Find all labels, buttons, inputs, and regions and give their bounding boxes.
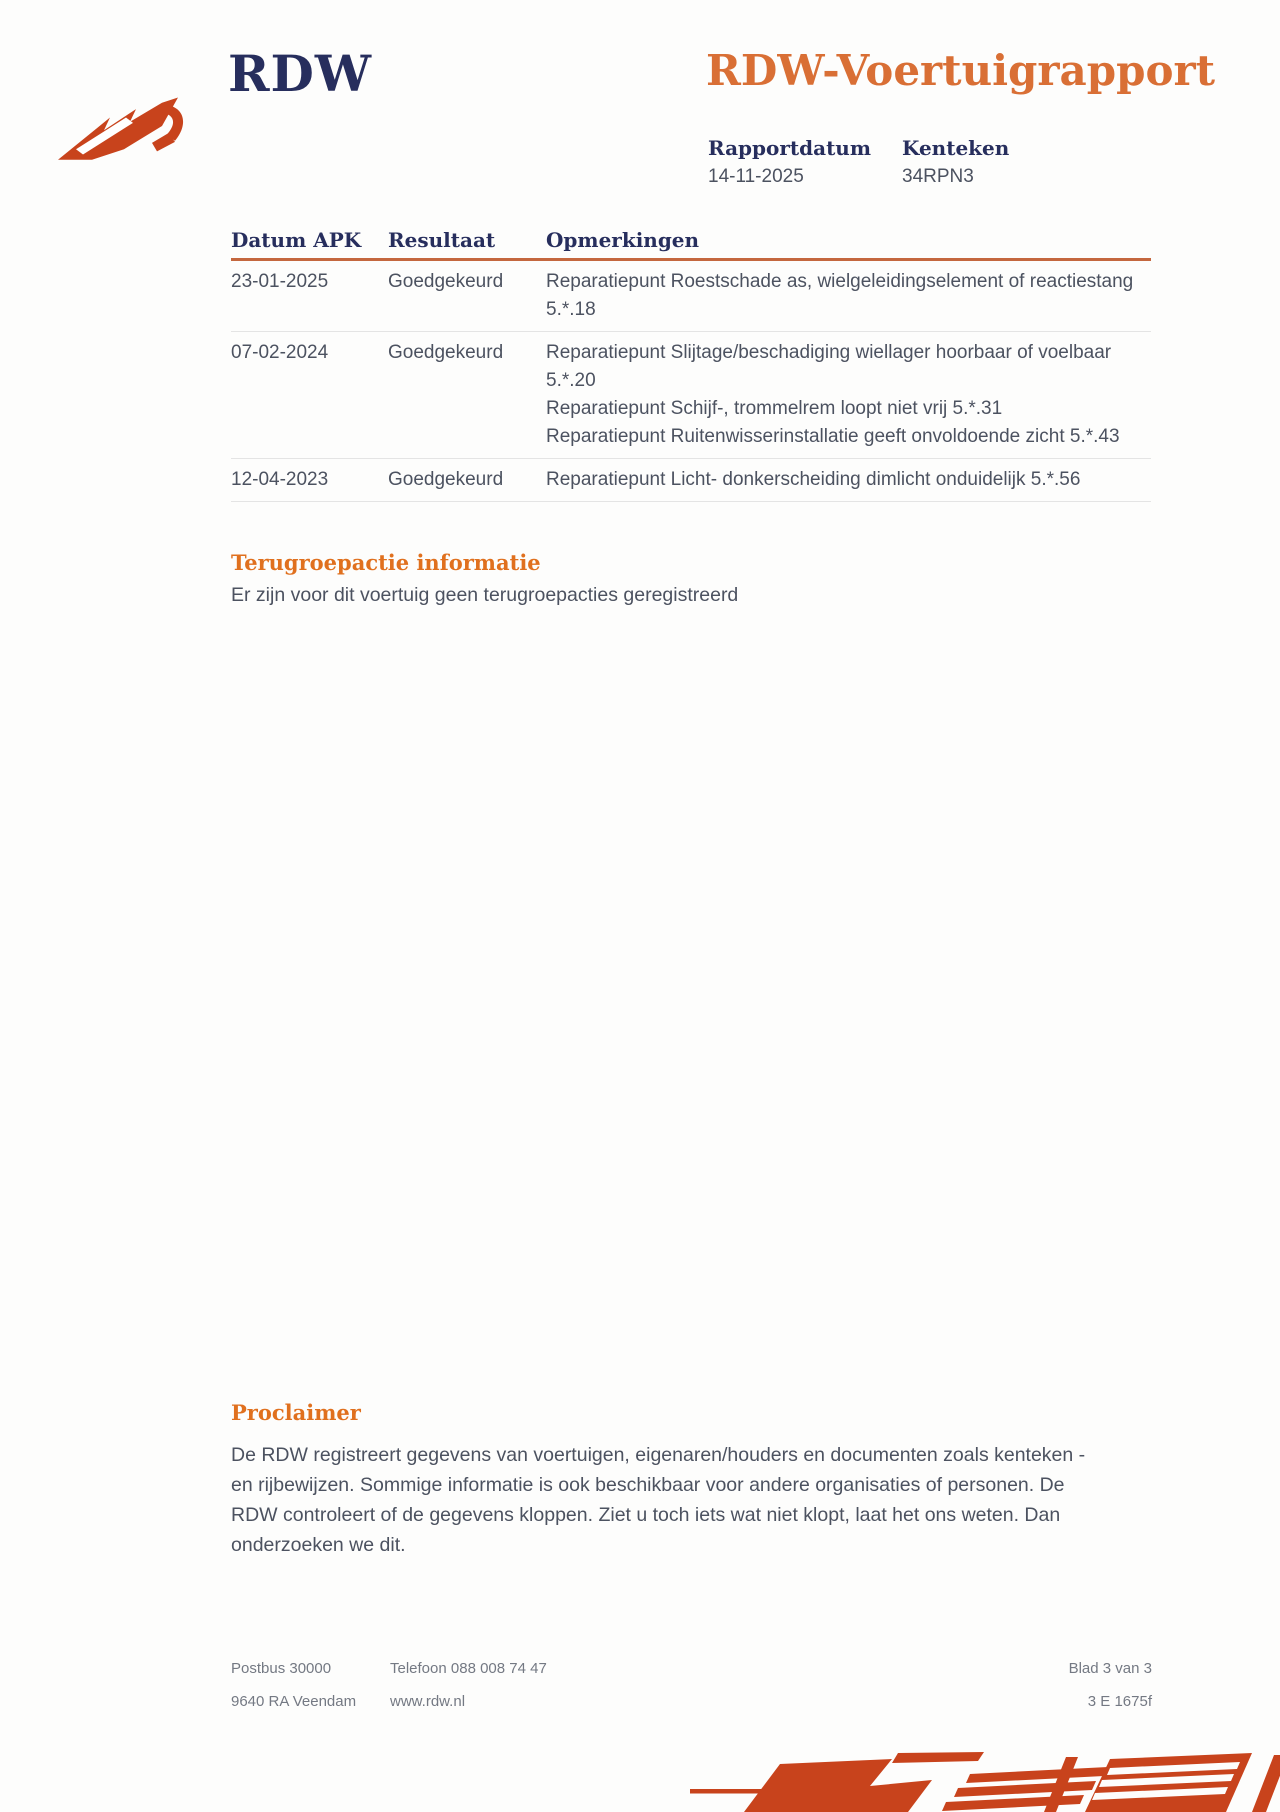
page-title: RDW-Voertuigrapport [706,46,1216,95]
proclaimer-section-heading: Proclaimer [231,1400,361,1425]
cell-resultaat: Goedgekeurd [388,342,504,363]
footer-form-code: 3 E 1675f [1087,1693,1152,1710]
license-plate-value: 34RPN3 [902,166,974,187]
column-header-datum-apk: Datum APK [231,228,362,252]
cell-opmerkingen [546,268,1151,324]
rdw-logo-feather-icon [58,88,208,164]
cell-opmerkingen [546,339,1151,451]
footer-stripes-graphic-icon [640,1752,1280,1812]
footer-phone: Telefoon 088 008 74 47 [390,1660,547,1677]
report-date-label: Rapportdatum [708,136,872,160]
cell-datum-apk: 12-04-2023 [231,469,329,490]
recall-section-body: Er zijn voor dit voertuig geen terugroepacties geregistreerd [231,584,739,606]
table-row [231,459,1151,502]
remark-line: Reparatiepunt Roestschade as, wielgeleidingselement of reactiestang 5.*.18 [546,271,1134,320]
remark-line: Reparatiepunt Ruitenwisserinstallatie geeft onvoldoende zicht 5.*.43 [546,426,1120,447]
recall-section-heading: Terugroepactie informatie [231,550,541,575]
report-date-value: 14-11-2025 [708,166,804,187]
footer-address-line1: Postbus 30000 [231,1660,332,1677]
column-header-opmerkingen: Opmerkingen [546,228,700,252]
footer-address-line2: 9640 RA Veendam [231,1693,357,1710]
footer-page-indicator: Blad 3 van 3 [1068,1660,1152,1677]
proclaimer-section-body: De RDW registreert gegevens van voertuigen, eigenaren/houders en documenten zoals kenteken - en rijbewijzen. Sommige informatie is ook beschikbaar voor andere organisaties of personen. De RDW controleert of de gegevens kloppen. Ziet u toch iets wat niet klopt, laat het ons weten. Dan onderzoeken we dit. [231,1444,1086,1556]
cell-opmerkingen [546,466,1151,494]
table-row [231,332,1151,459]
table-body [231,261,1151,502]
cell-datum-apk: 23-01-2025 [231,271,329,292]
cell-datum-apk: 07-02-2024 [231,342,329,363]
rdw-logo-text: RDW [228,44,373,103]
cell-resultaat: Goedgekeurd [388,469,504,490]
remark-line: Reparatiepunt Licht- donkerscheiding dimlicht onduidelijk 5.*.56 [546,469,1081,490]
table-row [231,261,1151,332]
cell-resultaat: Goedgekeurd [388,271,504,292]
remark-line: Reparatiepunt Slijtage/beschadiging wiellager hoorbaar of voelbaar 5.*.20 [546,342,1112,391]
column-header-resultaat: Resultaat [388,228,496,252]
license-plate-label: Kenteken [902,136,1010,160]
table-header-row [231,228,1151,261]
remark-line: Reparatiepunt Schijf-, trommelrem loopt niet vrij 5.*.31 [546,398,1003,419]
apk-history-table [231,228,1151,502]
footer-website: www.rdw.nl [390,1693,466,1710]
